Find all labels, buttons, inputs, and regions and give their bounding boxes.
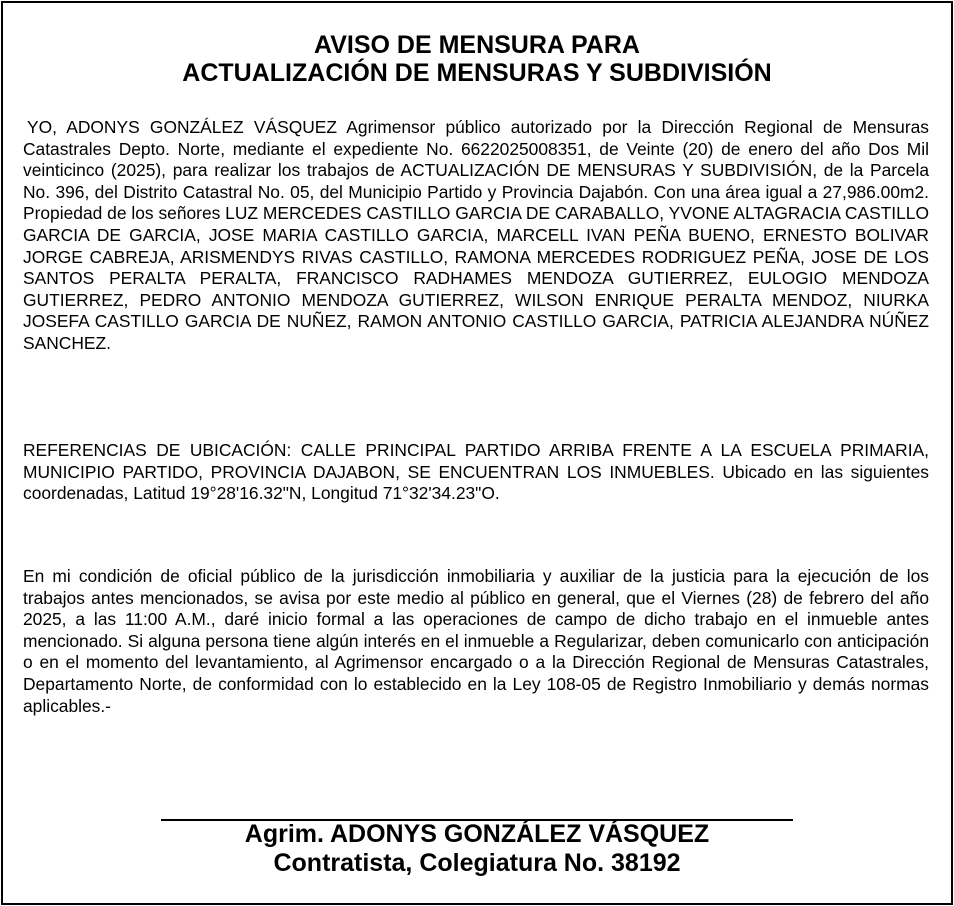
paragraph-location-references: REFERENCIAS DE UBICACIÓN: CALLE PRINCIPAL PARTIDO ARRIBA FRENTE A LA ESCUELA PRIMARIA, MUNICIPIO PARTIDO, PROVINCIA DAJABON, SE ENCUENTRAN LOS INMUEBLES. Ubicado en las siguientes coordenadas, Latitud 19°28'16.32"N, Longitud 71°32'34.23"O. [23,440,929,504]
notice-frame [1,1,953,905]
signatory-name: Agrim. ADONYS GONZÁLEZ VÁSQUEZ [244,820,710,848]
signatory-role: Contratista, Colegiatura No. 38192 [273,849,681,877]
paragraph-public-notice: En mi condición de oficial público de la jurisdicción inmobiliaria y auxiliar de la justicia para la ejecución de los trabajos antes mencionados, se avisa por este medio al público en general, que el Viernes (28) de febrero del año 2025, a las 11:00 A.M., daré inicio formal a las operaciones de campo de dicho trabajo en el inmueble antes mencionado. Si alguna persona tiene algún interés en el inmueble a Regularizar, deben comunicarlo con anticipación o en el momento del levantamiento, al Agrimensor encargado o a la Dirección Regional de Mensuras Catastrales, Departamento Norte, de conformidad con lo establecido en la Ley 108-05 de Registro Inmobiliario y demás normas aplicables.- [23,566,929,716]
title-line-1: AVISO DE MENSURA PARA [314,31,640,59]
notice-title [3,31,951,87]
title-line-2: ACTUALIZACIÓN DE MENSURAS Y SUBDIVISIÓN [182,59,772,87]
paragraph-survey-details: YO, ADONYS GONZÁLEZ VÁSQUEZ Agrimensor público autorizado por la Dirección Regional de Mensuras Catastrales Depto. Norte, mediante el expediente No. 6622025008351, de Veinte (20) de enero del año Dos Mil veinticinco (2025), para realizar los trabajos de ACTUALIZACIÓN DE MENSURAS Y SUBDIVISIÓN, de la Parcela No. 396, del Distrito Catastral No. 05, del Municipio Partido y Provincia Dajabón. Con una área igual a 27,986.00m2. Propiedad de los señores LUZ MERCEDES CASTILLO GARCIA DE CARABALLO, YVONE ALTAGRACIA CASTILLO GARCIA DE GARCIA, JOSE MARIA CASTILLO GARCIA, MARCELL IVAN PEÑA BUENO, ERNESTO BOLIVAR JORGE CABREJA, ARISMENDYS RIVAS CASTILLO, RAMONA MERCEDES RODRIGUEZ PEÑA, JOSE DE LOS SANTOS PERALTA PERALTA, FRANCISCO RADHAMES MENDOZA GUTIERREZ, EULOGIO MENDOZA GUTIERREZ, PEDRO ANTONIO MENDOZA GUTIERREZ, WILSON ENRIQUE PERALTA MENDOZ, NIURKA JOSEFA CASTILLO GARCIA DE NUÑEZ, RAMON ANTONIO CASTILLO GARCIA, PATRICIA ALEJANDRA NÚÑEZ SANCHEZ. [23,117,929,353]
